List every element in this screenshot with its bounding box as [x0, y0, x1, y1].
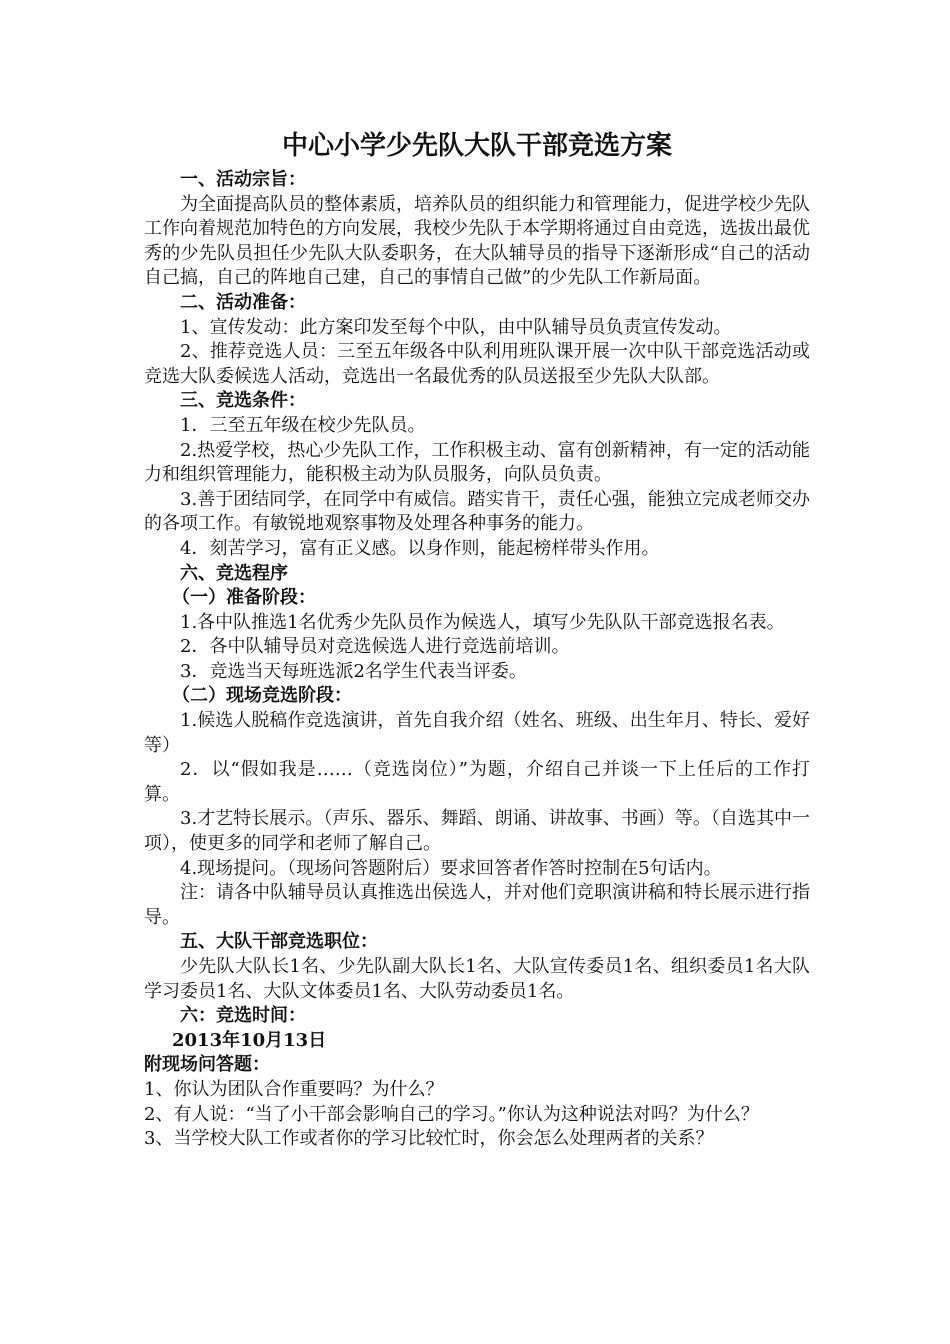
section-1-heading: 一、活动宗旨：	[180, 169, 306, 190]
section-3-item: 4．刻苦学习，富有正义感。以身作则，能起榜样带头作用。	[180, 537, 660, 559]
section-5-body: 少先队大队长1名、少先队副大队长1名、大队宣传委员1名、组织委员1名大队学习委员1名、大队文体委员1名、大队劳动委员1名。	[144, 956, 810, 1002]
election-date: 2013年10月13日	[172, 1029, 327, 1051]
stage-2-item: 4.现场提问。（现场问答题附后）要求回答者作答时控制在5句话内。	[180, 857, 722, 879]
section-2-item: 2、推荐竞选人员：三至五年级各中队利用班队课开展一次中队干部竞选活动或竞选大队委候选人活动，竞选出一名最优秀的队员送报至少先队大队部。	[144, 341, 810, 387]
stage-1-item: 1.各中队推选1名优秀少先队员作为候选人，填写少先队队干部竞选报名表。	[180, 611, 785, 633]
appendix-question: 3、当学校大队工作或者你的学习比较忙时，你会怎么处理两者的关系？	[144, 1128, 714, 1150]
appendix-heading: 附现场问答题：	[144, 1054, 270, 1076]
stage-2-note: 注：请各中队辅导员认真推选出侯选人，并对他们竞职演讲稿和特长展示进行指导。	[144, 882, 810, 928]
section-3-item: 2.热爱学校，热心少先队工作，工作积极主动、富有创新精神，有一定的活动能力和组织管理能力，能积极主动为队员服务，向队员负责。	[144, 439, 810, 486]
stage-1-item: 2．各中队辅导员对竞选候选人进行竞选前培训。	[180, 636, 570, 658]
document-title: 中心小学少先队大队干部竞选方案	[281, 131, 672, 161]
stage-1-item: 3．竞选当天每班选派2名学生代表当评委。	[180, 660, 527, 682]
stage-1-heading: （一）准备阶段：	[172, 587, 316, 609]
stage-2-item: 1.候选人脱稿作竞选演讲，首先自我介绍（姓名、班级、出生年月、特长、爱好等）	[144, 710, 810, 756]
stage-2-heading: （二）现场竞选阶段：	[172, 685, 352, 707]
stage-2-item: 3.才艺特长展示。（声乐、器乐、舞蹈、朗诵、讲故事、书画）等。（自选其中一项），使更多的同学和老师了解自己。	[144, 808, 810, 855]
stage-2-item: 2．以“假如我是……（竞选岗位）”为题，介绍自己并谈一下上任后的工作打算。	[144, 759, 810, 805]
document-page	[144, 128, 810, 1152]
section-6-heading: 六、竞选程序	[180, 562, 288, 584]
section-3-item: 3.善于团结同学，在同学中有威信。踏实肯干，责任心强，能独立完成老师交办的各项工作。有敏锐地观察事物及处理各种事务的能力。	[144, 488, 810, 535]
section-time-heading: 六：竞选时间：	[180, 1005, 306, 1027]
section-1-body: 为全面提高队员的整体素质，培养队员的组织能力和管理能力，促进学校少先队工作向着规范加特色的方向发展，我校少先队于本学期将通过自由竞选，选拔出最优秀的少先队员担任少先队大队委职务，在大队辅导员的指导下逐渐形成“自己的活动自己搞，自己的阵地自己建，自己的事情自己做”的少先队工作新局面。	[144, 193, 810, 289]
section-2-item: 1、宣传发动：此方案印发至每个中队，由中队辅导员负责宣传发动。	[180, 316, 732, 338]
section-5-heading: 五、大队干部竞选职位：	[180, 931, 378, 953]
appendix-question: 1、你认为团队合作重要吗？为什么？	[144, 1078, 444, 1100]
section-3-item: 1．三至五年级在校少先队员。	[180, 414, 426, 436]
section-2-heading: 二、活动准备：	[180, 291, 306, 313]
appendix-question: 2、有人说：“当了小干部会影响自己的学习。”你认为这种说法对吗？为什么？	[144, 1103, 759, 1125]
section-3-heading: 三、竞选条件：	[180, 390, 306, 412]
